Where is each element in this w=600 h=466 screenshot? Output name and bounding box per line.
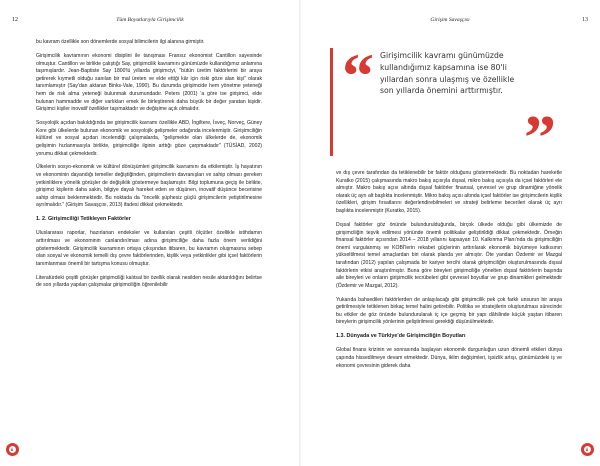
page-number: 13 [582, 17, 588, 23]
left-body-text [36, 39, 262, 296]
quote-accent-bar [330, 48, 333, 156]
paragraph: Dışsal faktörler göz önünde bulundurulduğunda, birçok ülkede olduğu gibi ülkemizde de girişimciliğin teşvik edilmesi yönünde önemli politikalar geliştirildiği dikkat çekmektedir. Örneğin finansal faktörler açısından 2014 – 2018 yıllarını kapsayan 10. Kalkınma Planı'nda da girişimciliğin önemi vurgulanmış ve KOBİ'lerin rekabet güçlerinin arttırılarak ekonomik büyümeye katkısının yükseltilmesi temel amaçlardan biri olarak planda yer almıştır. Öte yandan Özdemir ve Mazgal tarafından (2012) yapılan çalışmada bir kariyer tercihi olarak girişimciliğin oluşturulmasında dışsal faktörlerin etkisi araştırılmıştır. Buna göre bireyleri girişimciliğe yönelten dışsal faktörlerin başında aile bireyleri ve onların girişimcilik tecrübeleri gibi çevresel boyutlar ve grup dinamikleri gelmektedir (Özdemir ve Mazgal, 2012). [336, 221, 562, 289]
running-title: Girişim Savaşçısı [430, 17, 470, 23]
paragraph: ve dış çevre tarafından da tetiklenebilir bir faktör olduğunu göstermektedir. Bu noktadan hareketle Kuratko (2015) çalışmasında makro bakış açısıyla dışsal, mikro bakış açısıyla da içsel faktörleri ele almıştır. Makro bakış açısı altında dışsal faktörler finansal, çevresel ve grup dinamiğine yönelik olarak üç ayrı alt başlıkta incelenmiştir. Mikro bakış açısı altında içsel faktörler ise girişimcilerin kişilik özellikleri, girişim fırsatlarını değerlendirebilmeleri ve strateji belirleme becerileri olarak üç ayrı başlıkta incelenmiştir (Kuratko, 2015). [336, 170, 562, 214]
red-circle-logo-icon [6, 443, 19, 456]
paragraph: Sosyolojik açıdan bakıldığında ise girişimcilik kavramı özellikle ABD, İngiltere, İsveç, Norveç, Güney Kore gibi ülkelerde bulunan ekonomik ve sosyolojik gelişmeler odağında incelenmiştir. Girişimciliğin kültürel ve sosyal açıdan incelendiği çalışmalarda, "gelişmekte olan ülkelerde de, ekonomik gelişimin hızlanmasıyla birlikte, girişimciliğe ilginin arttığı göze çarpmaktadır" (TÜSİAD, 2002) yorumu dikkat çekmektedir. [36, 120, 262, 157]
section-heading: 1.3. Dünyada ve Türkiye'de Girişimciliğin Boyutları [336, 333, 466, 340]
red-circle-logo-icon [581, 443, 594, 456]
open-quote-icon: “ [342, 40, 374, 111]
pull-quote-text: Girişimcilik kavramı günümüzde kullandığımız kapsamına ise 80'li yıllardan sonra ulaşmış ve özellikle son yıllarda önemini arttırmıştır. [380, 51, 515, 96]
page-number: 12 [12, 17, 18, 23]
paragraph: Girişimcilik kavramının ekonomi disiplini ile tanışması Fransız ekonomist Cantillon sayesinde olmuştur. Cantillon ve birlikte çalıştığı Say, girişimcilik kavramını günümüzde kullandığımız anlamına taşımışlardır. Jean-Baptiste Say 1800'lü yıllarda girişimciyi, "bütün üretim faktörlerini bir araya getirerek kıymetli olduğu sanılan bir mal üreten ve elde ettiği kâr için riski göze alan kişi" olarak tanımlamıştır (Say'dan aktaran Binks-Vale, 1990). Bu durumda girişimcide hem yönetme yeteneği hem de risk alma yeteneği bulunmak durumundadır. Peters (2001) 'a göre ise girişimci, elde bulunan hammadde ve diğer varlıkları emek ile birleştirerek daha büyük bir değer yaratan kişidir. Girişimci kişiler inovatif özellikler taşımaktadır ve değişime açık olmalıdır. [36, 52, 262, 113]
paragraph: Yukarıda bahsedilen faktörlerden de anlaşılacağı gibi girişimcilik pek çok farklı unsurun bir araya getirilmesiyle tetiklenen birkaç temel halini getirebilir. Politika ve stratejilerin oluşturulması sürecinde bu etkiler de göz önünde bulundurularak iç içe geçmiş bir yapı dâhilinde küçük yaştan itibaren bireylerin girişimcilik yönlerinin geliştirilmesi gerektiği düşünülmektedir. [336, 296, 562, 326]
section-heading: 1. 2. Girişimciliği Tetikleyen Faktörler [36, 216, 131, 223]
running-title: Tüm Boyutlarıyla Girişimcilik [116, 17, 184, 23]
close-quote-icon: ” [524, 102, 556, 173]
pull-quote [330, 40, 570, 173]
right-body-text [336, 170, 562, 377]
paragraph: Literatürdeki çeşitli görüşler girişimciliği kalıtsal bir özellik olarak nesilden nesile aktarıldığını belirtse de son yıllarda yapılan çalışmalar girişimciliğin öğrenilebilir [36, 274, 262, 289]
paragraph: bu kavram özellikle son dönemlerde sosyal bilimcilerin ilgi alanına girmiştir. [36, 39, 205, 45]
paragraph: Uluslararası raporlar, hazırlanan endeksler ve kullanılan çeşitli ölçütler özellikle istihdamın arttırılması ve ekonominin canlandırılması adına girişimciliğe daha fazla önem verildiğini göstermektedir. Girişimcilik kavramının ortaya çıkışından itibaren, bu kavramın oluşmasına sebep olan sosyal ve ekonomik temelli dış çevre faktörlerinden, kişilik veya yetkinlikler gibi içsel faktörlerin tanımlanması önemli bir tartışma konusu olmuştur. [36, 230, 262, 267]
paragraph: Global finans krizinin ve sonrasında başlayan ekonomik durgunluğun uzun dönemli etkileri dünya çapında hissedilmeye devam etmektedir. Dünya, iklim değişimleri, işsizlik artışı, günümüzdeki iş ve ekonomi çevresinin giderek daha [336, 347, 562, 369]
paragraph: Ülkelerin sosyo-ekonomik ve kültürel dönüşümleri girişimcilik kavramını da etkilemiştir. İş hayatının ve ekonominin dayandığı temeller değiştiğinden, girişimcilerin davranışları ve sahip olması gereken yetkinliklere yönelik görüşler de değişiklik göstermeye başlamıştır. Bilgi toplumuna geçiş ile birlikte, girişimci kişilerin daha sakin, bilgiye dayalı hareket eden ve düşünen, inovatif düşünce becerisine sahip olması beklenmektedir. Bu noktada da "öncelik şüphesiz güçlü girişimcilerin yetiştirilmesine ayrılmalıdır." (Girişim Savaşçısı, 2013) ifadesi dikkat çekmektedir. [36, 164, 262, 209]
